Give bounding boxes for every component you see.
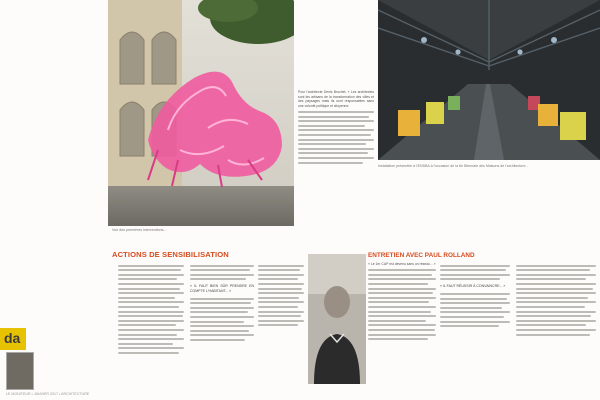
sensibilisation-column-1 (118, 262, 184, 390)
warehouse-installation-photo (378, 0, 600, 160)
portrait-photo (308, 254, 366, 384)
section-sensibilisation-title: ACTIONS DE SENSIBILISATION (112, 250, 229, 259)
da-logo (0, 328, 26, 350)
interview-column-2 (440, 262, 510, 390)
article-intro: Pour l'architecte Denis Brochet, « Les architectes sont les artisans de la transformation des villes et des paysages mais ils sont responsables sans une volonté politique et citoyenne. (298, 90, 374, 108)
pink-sculpture-photo (108, 0, 294, 226)
sensibilisation-column-2 (190, 262, 254, 390)
sensibilisation-quote: « IL FAUT BIEN SÛR PRENDRE EN COMPTE L'HABITANT... » (190, 284, 254, 293)
warehouse-installation-caption: Installation présentée à l'ENSBA à l'occasion de la 6e Biennale des Maisons de l'architecture... (378, 164, 529, 168)
pink-sculpture-caption: Vue des premières interventions... (112, 228, 167, 232)
page-footer: LE MONITEUR • JANVIER 2017 • ARCHITECTURE (6, 392, 90, 396)
da-logo-text: da (4, 330, 21, 346)
sensibilisation-column-3 (258, 262, 304, 390)
magazine-cover-thumbnail (6, 352, 34, 390)
interview-column-3 (516, 262, 596, 390)
article-intro-text (298, 90, 374, 230)
interview-lead: « Le 1er CAP est devenu sans un réseau... » (368, 262, 436, 266)
interview-quote: « IL FAUT RÉUSSIR À CONVAINCRE... » (440, 284, 506, 289)
section-interview-title: ENTRETIEN AVEC PAUL ROLLAND (368, 252, 475, 259)
interview-column-1 (368, 262, 436, 390)
